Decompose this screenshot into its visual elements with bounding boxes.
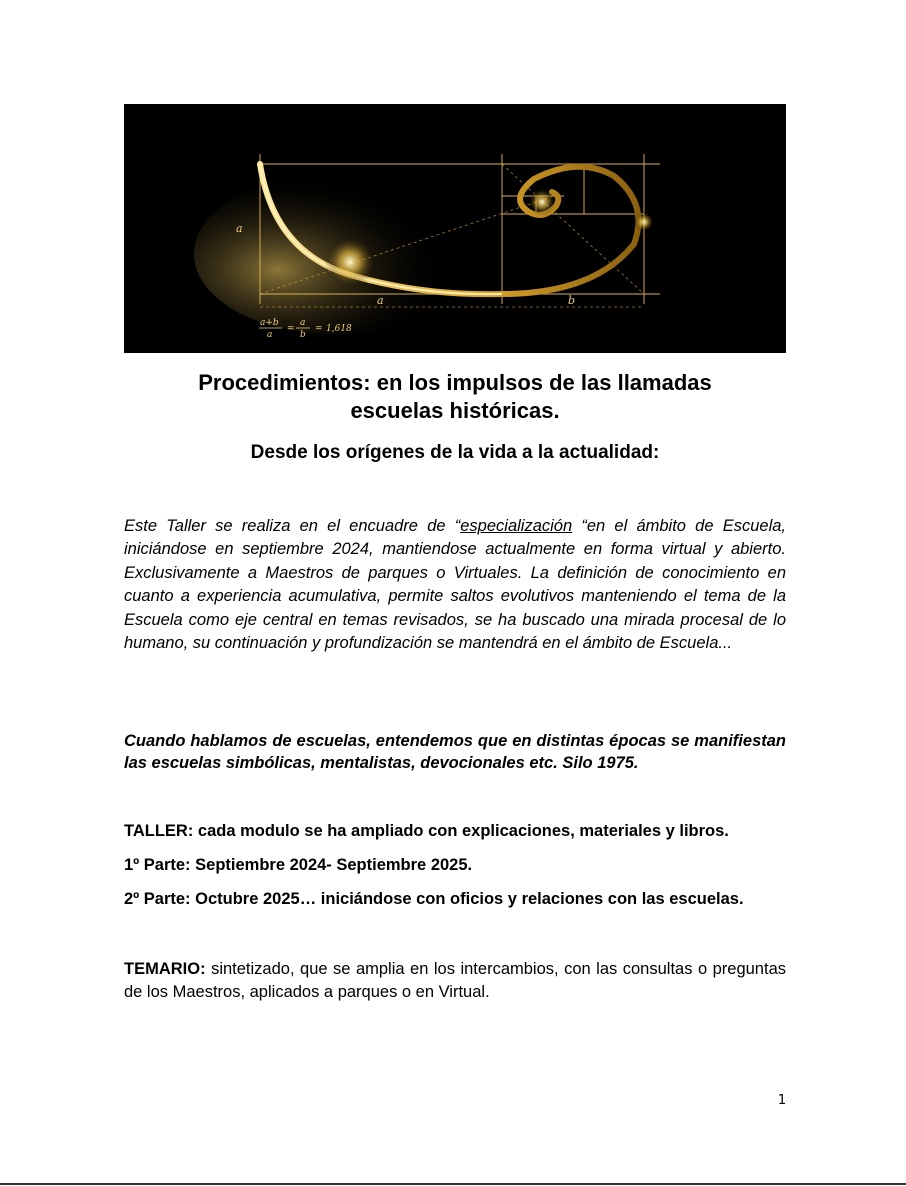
document-subtitle: Desde los orígenes de la vida a la actualidad: [250, 442, 660, 463]
label-b-bottom: b [568, 294, 576, 307]
parte-1-line: 1º Parte: Septiembre 2024- Septiembre 2025. [124, 856, 473, 874]
label-a-bottom: a [377, 294, 384, 307]
intro-paragraph [124, 515, 786, 655]
silo-quote: Cuando hablamos de escuelas, entendemos que en distintas épocas se manifiestan las escuelas simbólicas, mentalistas, devocionales etc. Silo 1975. [124, 732, 786, 772]
temario-text: sintetizado, que se amplia en los intercambios, con las consultas o preguntas de los Maestros, aplicados a parques o en Virtual. [124, 960, 786, 1001]
golden-spiral-illustration [124, 104, 786, 353]
svg-text:a: a [267, 330, 273, 340]
parte-2-line: 2º Parte: Octubre 2025… iniciándose con oficios y relaciones con las escuelas. [124, 890, 744, 908]
golden-ratio-banner-image [124, 104, 786, 353]
temario-paragraph [124, 958, 786, 1004]
document-title [124, 369, 786, 425]
intro-text-after: “en el ámbito de Escuela, iniciándose en septiembre 2024, mantiendose actualmente en forma virtual y abierto. Exclusivamente a Maestros de parques o Virtuales. La definición de conocimiento en cuanto a experiencia acumulativa, permite saltos evolutivos manteniendo el tema de la Escuela como eje central en temas revisados, se ha buscado una mirada procesal de lo humano, su continuación y profundización se mantendrá en el ámbito de Escuela... [124, 517, 787, 653]
title-line-1: Procedimientos: en los impulsos de las llamadas [198, 370, 712, 395]
intro-underlined-term: especialización [460, 517, 573, 535]
title-line-2: escuelas históricas. [350, 398, 560, 423]
svg-text:b: b [300, 330, 306, 340]
page-bottom-border [0, 1183, 906, 1185]
label-a-left: a [236, 222, 243, 235]
svg-text:1,618: 1,618 [326, 324, 352, 334]
svg-text:a+b: a+b [260, 318, 279, 328]
svg-text:=: = [287, 324, 295, 334]
svg-text:=: = [315, 324, 323, 334]
temario-label: TEMARIO: [124, 960, 206, 978]
svg-text:a: a [300, 318, 306, 328]
intro-text-before: Este Taller se realiza en el encuadre de “ [124, 517, 461, 535]
page-number: 1 [777, 1093, 787, 1108]
taller-line: TALLER: cada modulo se ha ampliado con explicaciones, materiales y libros. [124, 822, 729, 840]
